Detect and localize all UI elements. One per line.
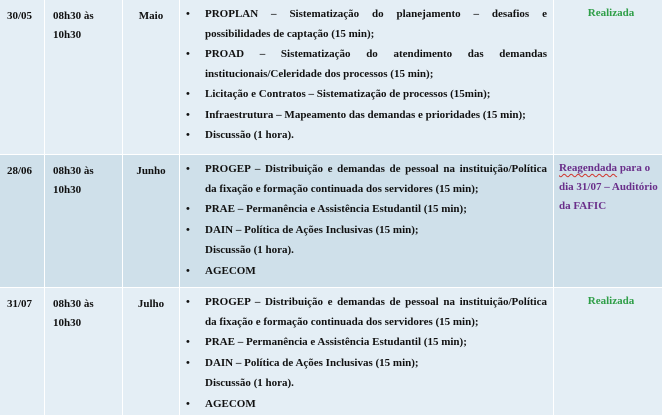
month-cell (123, 155, 180, 288)
agenda-items-cell (180, 155, 554, 288)
agenda-item-text: DAIN – Política de Ações Inclusivas (15 min); (205, 356, 419, 369)
agenda-items-list (180, 288, 553, 414)
status-cell (554, 0, 662, 155)
agenda-items-list (180, 0, 553, 146)
agenda-items-cell (180, 288, 554, 415)
agenda-item-text: Discussão (1 hora). (205, 129, 294, 141)
agenda-item-text: da fixação e formação continuada dos servidores (15 min); (205, 315, 479, 328)
agenda-item-text: institucionais/Celeridade dos processos (15 min); (205, 67, 434, 80)
date-cell (0, 0, 45, 155)
status-rescheduled-rest: para o (617, 162, 651, 174)
time-cell (45, 288, 123, 415)
meeting-date: 28/06 (7, 165, 33, 177)
meeting-time (45, 155, 122, 200)
meeting-time-line: 10h30 (53, 184, 82, 196)
agenda-item-text: Discussão (1 hora). (205, 377, 294, 389)
meeting-time-line: 10h30 (53, 29, 82, 41)
time-cell (45, 155, 123, 288)
table-row (0, 155, 662, 288)
bullet-icon: • (186, 48, 190, 60)
meeting-date: 31/07 (7, 298, 33, 310)
agenda-item-text: PRAE – Permanência e Assistência Estudantil (15 min); (205, 336, 467, 348)
agenda-item (186, 241, 547, 261)
agenda-item (186, 354, 547, 374)
meeting-month: Julho (137, 298, 165, 310)
agenda-item-text: AGECOM (205, 264, 256, 277)
bullet-icon: • (186, 397, 190, 410)
bullet-icon: • (186, 356, 190, 369)
agenda-item-text: PROPLAN – Sistematização do planejamento – desafios e (205, 8, 547, 20)
agenda-item-text: Infraestrutura – Mapeamento das demandas e prioridades (15 min); (205, 108, 526, 121)
agenda-item (186, 5, 547, 44)
agenda-item (186, 221, 547, 241)
agenda-item (186, 85, 547, 105)
agenda-item (186, 333, 547, 353)
agenda-item-text: possibilidades de captação (15 min); (205, 27, 375, 40)
agenda-item (186, 293, 547, 332)
month-cell (123, 288, 180, 415)
table-row (0, 0, 662, 155)
date-cell (0, 288, 45, 415)
agenda-item (186, 200, 547, 220)
bullet-icon: • (186, 223, 190, 236)
bullet-icon: • (186, 8, 190, 20)
status-cell (554, 155, 662, 288)
agenda-item-text: da fixação e formação continuada dos servidores (15 min); (205, 182, 479, 195)
meeting-time-line: 08h30 às (53, 165, 94, 177)
agenda-item (186, 374, 547, 394)
agenda-item-text: DAIN – Política de Ações Inclusivas (15 min); (205, 223, 419, 236)
agenda-items-cell (180, 0, 554, 155)
agenda-item-text: PROGEP – Distribuição e demandas de pessoal na instituição/Política (205, 296, 547, 308)
meeting-time (45, 0, 122, 45)
status-rescheduled-line: da FAFIC (559, 200, 607, 212)
status-done-label: Realizada (587, 295, 635, 307)
agenda-items-list (180, 155, 553, 281)
bullet-icon: • (186, 129, 190, 141)
time-cell (45, 0, 123, 155)
meeting-month: Junho (136, 165, 166, 177)
table-row (0, 288, 662, 415)
bullet-icon: • (186, 108, 190, 121)
agenda-item-text: Licitação e Contratos – Sistematização de processos (15min); (205, 88, 491, 100)
bullet-icon: • (186, 163, 190, 175)
meeting-date: 30/05 (7, 10, 33, 22)
date-cell (0, 155, 45, 288)
meeting-time-line: 08h30 às (53, 298, 94, 310)
meeting-month: Maio (138, 10, 164, 22)
status-rescheduled-line: dia 31/07 – Auditório (559, 181, 658, 193)
agenda-item (186, 262, 547, 282)
meeting-time-line: 08h30 às (53, 10, 94, 22)
agenda-item-text: AGECOM (205, 397, 256, 410)
agenda-item-text: PRAE – Permanência e Assistência Estudantil (15 min); (205, 203, 467, 215)
bullet-icon: • (186, 296, 190, 308)
bullet-icon: • (186, 88, 190, 100)
status-cell (554, 288, 662, 415)
bullet-icon: • (186, 264, 190, 277)
meeting-time (45, 288, 122, 333)
status-done-label: Realizada (587, 7, 635, 19)
meeting-time-line: 10h30 (53, 317, 82, 329)
bullet-icon: • (186, 203, 190, 215)
agenda-item (186, 395, 547, 415)
agenda-item-text: Discussão (1 hora). (205, 244, 294, 256)
agenda-item-text: PROGEP – Distribuição e demandas de pessoal na instituição/Política (205, 163, 547, 175)
agenda-item (186, 126, 547, 146)
status-rescheduled-line (559, 159, 662, 178)
month-cell (123, 0, 180, 155)
status-rescheduled-word: Reagendada (559, 162, 618, 174)
bullet-icon: • (186, 336, 190, 348)
agenda-item-text: PROAD – Sistematização do atendimento das demandas (205, 48, 547, 60)
agenda-item (186, 45, 547, 84)
agenda-item (186, 106, 547, 126)
agenda-item (186, 160, 547, 199)
